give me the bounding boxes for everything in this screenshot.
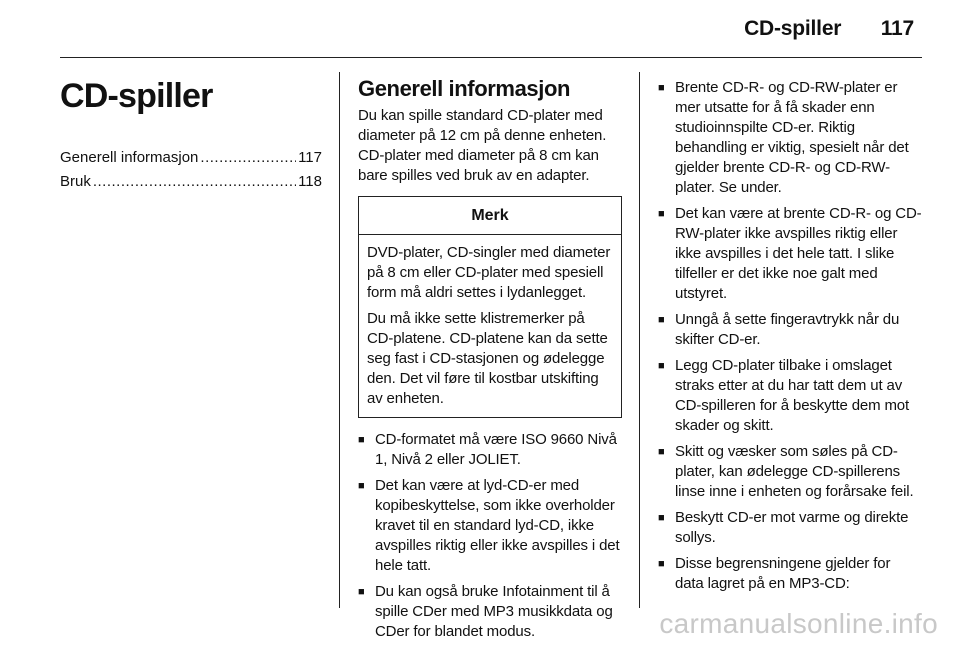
bullet-square-icon: ■ bbox=[658, 208, 665, 220]
intro-paragraph: Du kan spille standard CD-plater med diameter på 12 cm på denne enheten. CD-plater med diameter på 8 cm kan bare spilles ved bruk av en adapter. bbox=[358, 107, 607, 184]
list-item bbox=[658, 554, 922, 594]
list-item-text: Det kan være at lyd-CD-er med kopibeskyttelse, som ikke overholder kravet til en standard lyd-CD, ikke avspilles riktig eller ikke avspilles i det hele tatt. bbox=[375, 477, 620, 574]
toc-leader-dots bbox=[93, 170, 296, 194]
column-divider-1 bbox=[339, 72, 340, 608]
toc-item-title: Generell informasjon bbox=[60, 149, 199, 166]
table-of-contents bbox=[60, 146, 322, 194]
list-item bbox=[658, 78, 922, 198]
bullet-square-icon: ■ bbox=[658, 446, 665, 458]
list-item bbox=[358, 430, 622, 470]
list-item bbox=[658, 356, 922, 436]
bullet-square-icon: ■ bbox=[658, 82, 665, 94]
list-item bbox=[658, 442, 922, 502]
list-item bbox=[658, 204, 922, 304]
bullet-square-icon: ■ bbox=[658, 360, 665, 372]
list-item-text: Legg CD-plater tilbake i omslaget straks etter at du har tatt dem ut av CD-spilleren for å beskytte dem mot skader og skitt. bbox=[675, 357, 910, 434]
middle-column bbox=[358, 72, 622, 648]
list-item bbox=[658, 508, 922, 548]
note-paragraph: DVD-plater, CD-singler med diameter på 8 cm eller CD-plater med spesiell form må aldri settes i lydanlegget. bbox=[367, 244, 611, 301]
left-column bbox=[60, 72, 322, 194]
bullet-list-middle bbox=[358, 430, 622, 642]
list-item-text: Brente CD-R- og CD-RW-plater er mer utsatte for å få skader enn studioinnspilte CD-er. Riktig behandling er viktig, spesielt når det gjelder brente CD-R- og CD-RW-plater. Se under. bbox=[675, 79, 909, 196]
toc-item-title: Bruk bbox=[60, 173, 91, 190]
right-column bbox=[658, 72, 922, 600]
list-item-text: Unngå å sette fingeravtrykk når du skifter CD-er. bbox=[675, 311, 900, 348]
note-paragraph: Du må ikke sette klistremerker på CD-platene. CD-platene kan da sette seg fast i CD-stasjonen og ødelegge den. Det vil føre til kostbar utskifting av enheten. bbox=[367, 310, 608, 407]
page-header-title bbox=[744, 17, 914, 41]
list-item bbox=[358, 582, 622, 642]
toc-leader-dots bbox=[200, 146, 296, 170]
toc-item-general-info[interactable] bbox=[60, 146, 322, 170]
header-chapter: CD-spiller bbox=[744, 17, 842, 40]
toc-item-usage[interactable] bbox=[60, 170, 322, 194]
bullet-square-icon: ■ bbox=[358, 434, 365, 446]
list-item bbox=[358, 476, 622, 576]
page-number: 117 bbox=[880, 17, 914, 40]
column-divider-2 bbox=[639, 72, 640, 608]
bullet-list-right bbox=[658, 78, 922, 594]
bullet-square-icon: ■ bbox=[358, 586, 365, 598]
note-heading: Merk bbox=[359, 197, 621, 235]
list-item-text: Skitt og væsker som søles på CD-plater, kan ødelegge CD-spillerens linse inne i enheten og forårsake feil. bbox=[675, 443, 914, 500]
list-item-text: CD-formatet må være ISO 9660 Nivå 1, Nivå 2 eller JOLIET. bbox=[375, 431, 617, 468]
toc-item-page: 117 bbox=[298, 149, 322, 166]
list-item-text: Du kan også bruke Infotainment til å spille CDer med MP3 musikkdata og CDer for blandet modus. bbox=[375, 583, 613, 640]
bullet-square-icon: ■ bbox=[658, 558, 665, 570]
note-body bbox=[359, 235, 621, 417]
note-box bbox=[358, 196, 622, 418]
list-item-text: Beskytt CD-er mot varme og direkte sollys. bbox=[675, 509, 909, 546]
header-rule bbox=[60, 57, 922, 58]
section-title: Generell informasjon bbox=[358, 76, 571, 101]
bullet-square-icon: ■ bbox=[658, 314, 665, 326]
chapter-title: CD-spiller bbox=[60, 77, 213, 115]
list-item bbox=[658, 310, 922, 350]
list-item-text: Det kan være at brente CD-R- og CD-RW-plater ikke avspilles riktig eller ikke avspilles i det hele tatt. I slike tilfeller er det ikke noe galt med utstyret. bbox=[675, 205, 922, 302]
bullet-square-icon: ■ bbox=[658, 512, 665, 524]
watermark: carmanualsonline.info bbox=[659, 608, 938, 639]
bullet-square-icon: ■ bbox=[358, 480, 365, 492]
toc-item-page: 118 bbox=[298, 173, 322, 190]
list-item-text: Disse begrensningene gjelder for data lagret på en MP3-CD: bbox=[675, 555, 891, 592]
